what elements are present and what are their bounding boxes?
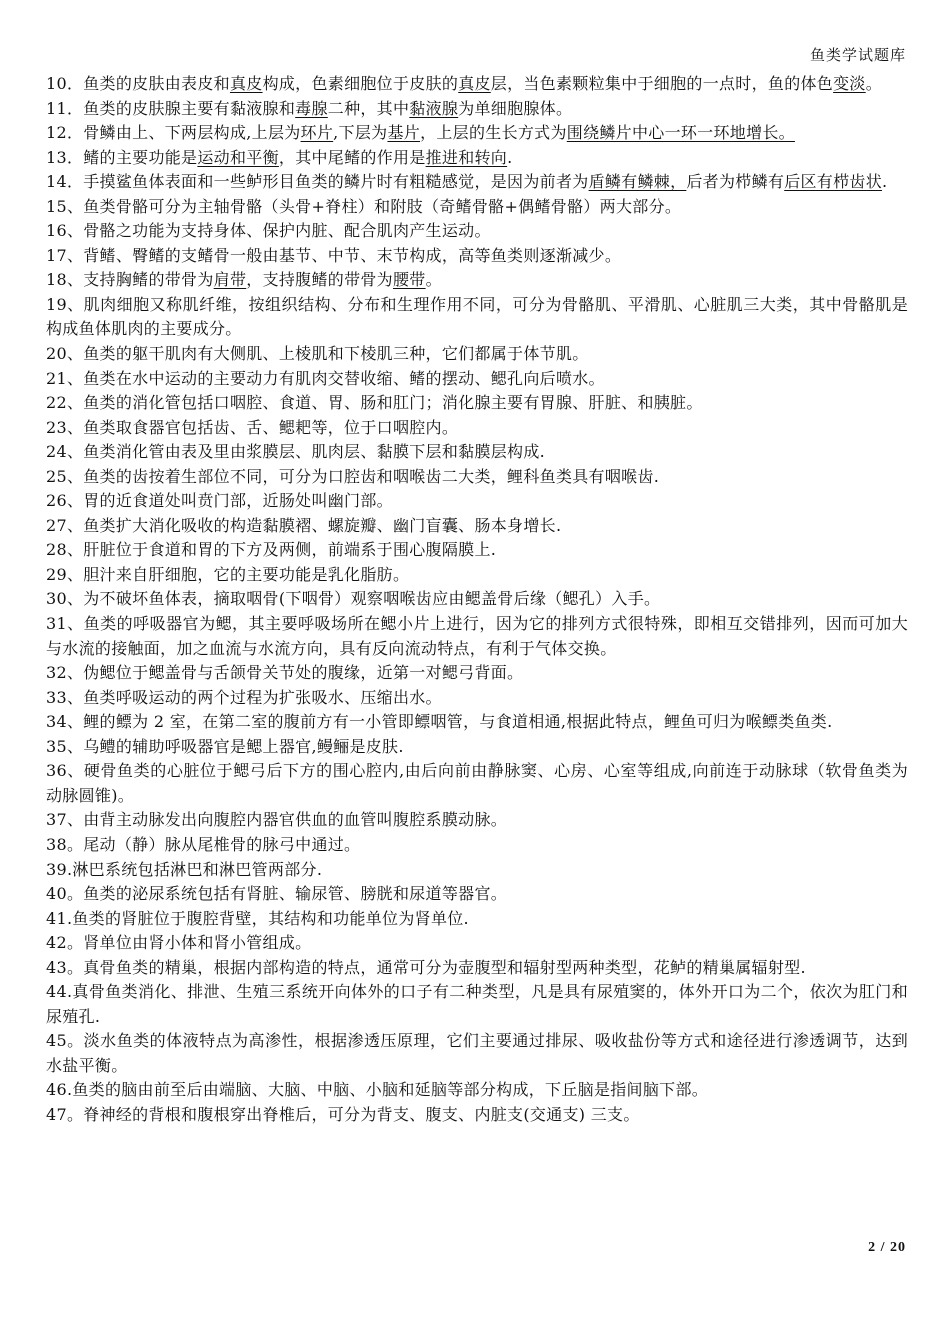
question-item [46, 219, 908, 244]
question-text: . [882, 172, 888, 192]
page-header: 鱼类学试题库 [809, 46, 906, 64]
question-text: 18、支持胸鳍的带骨为 [46, 270, 214, 290]
question-text: 。 [425, 270, 442, 290]
question-text: 45。淡水鱼类的体液特点为高渗性，根据渗透压原理，它们主要通过排尿、吸收盐份等方式和途径进行渗透调节，达到水盐平衡。 [46, 1031, 908, 1075]
answer-blank: 推进和转向 [425, 147, 508, 167]
question-text: 33、鱼类呼吸运动的两个过程为扩张吸水、压缩出水。 [46, 687, 442, 707]
question-text: 二种，其中 [327, 98, 410, 118]
question-item [46, 931, 908, 956]
answer-blank: 围绕鳞片中心一环一环地增长。 [566, 123, 795, 143]
question-text: 36、硬骨鱼类的心脏位于鳃弓后下方的围心腔内,由后向前由静脉窦、心房、心室等组成,向前连于动脉球（软骨鱼类为动脉圆锥)。 [46, 761, 908, 805]
question-text: 23、鱼类取食器官包括齿、舌、鳃耙等，位于口咽腔内。 [46, 417, 459, 437]
question-item [46, 72, 908, 97]
question-item [46, 759, 908, 808]
question-item [46, 195, 908, 220]
question-text: 42。肾单位由肾小体和肾小管组成。 [46, 933, 312, 953]
question-item [46, 342, 908, 367]
question-item [46, 587, 908, 612]
question-item [46, 367, 908, 392]
question-item [46, 980, 908, 1029]
question-item [46, 440, 908, 465]
question-text: 15、鱼类骨骼可分为主轴骨骼（头骨+脊柱）和附肢（奇鳍骨骼+偶鳍骨骼）两大部分。 [46, 196, 682, 216]
question-text: . [507, 147, 513, 167]
question-item [46, 808, 908, 833]
question-text: 29、胆汁来自肝细胞，它的主要功能是乳化脂肪。 [46, 564, 410, 584]
question-text: 40。鱼类的泌尿系统包括有肾脏、输尿管、膀胱和尿道等器官。 [46, 884, 508, 904]
question-item [46, 661, 908, 686]
question-item [46, 97, 908, 122]
answer-blank: 后区有栉齿状 [784, 172, 882, 192]
question-item [46, 465, 908, 490]
question-text: 35、乌鳢的辅助呼吸器官是鳃上器官,鳗鲡是皮肤. [46, 736, 404, 756]
question-text: 26、胃的近食道处叫贲门部，近肠处叫幽门部。 [46, 491, 393, 511]
question-text: 46.鱼类的脑由前至后由端脑、大脑、中脑、小脑和延脑等部分构成，下丘脑是指间脑下部。 [46, 1080, 709, 1100]
answer-blank: 真皮 [458, 74, 491, 93]
question-item [46, 146, 908, 171]
answer-blank: 肩带 [213, 270, 247, 290]
answer-blank: 变淡 [833, 74, 866, 93]
question-item [46, 710, 908, 735]
question-item [46, 612, 908, 661]
question-item [46, 268, 908, 293]
question-text: 后者为栉鳞有 [686, 172, 785, 192]
question-item [46, 1078, 908, 1103]
question-text: 22、鱼类的消化管包括口咽腔、食道、胃、肠和肛门；消化腺主要有胃腺、肝脏、和胰脏。 [46, 393, 703, 413]
question-text: 24、鱼类消化管由表及里由浆膜层、肌肉层、黏膜下层和黏膜层构成. [46, 442, 546, 462]
answer-blank: 盾鳞有鳞棘， [588, 172, 687, 192]
question-text: 构成，色素细胞位于皮肤的 [262, 74, 459, 93]
question-item [46, 121, 908, 146]
question-text: 17、背鳍、臀鳍的支鳍骨一般由基节、中节、末节构成，高等鱼类则逐渐减少。 [46, 245, 622, 265]
question-text: 20、鱼类的躯干肌肉有大侧肌、上棱肌和下棱肌三种，它们都属于体节肌。 [46, 344, 589, 364]
question-text: 28、肝脏位于食道和胃的下方及两侧，前端系于围心腹隔膜上. [46, 540, 497, 560]
question-text: 21、鱼类在水中运动的主要动力有肌肉交替收缩、鳍的摆动、鳃孔向后喷水。 [46, 368, 605, 388]
question-text: 为单细胞腺体。 [458, 98, 573, 118]
question-text: 16、骨骼之功能为支持身体、保护内脏、配合肌肉产生运动。 [46, 221, 491, 241]
question-text: 19、肌肉细胞又称肌纤维，按组织结构、分布和生理作用不同，可分为骨骼肌、平滑肌、心脏肌三大类，其中骨骼肌是构成鱼体肌肉的主要成分。 [46, 294, 908, 339]
question-item [46, 170, 908, 195]
question-item [46, 514, 908, 539]
question-item [46, 391, 908, 416]
question-text: 41.鱼类的肾脏位于腹腔背壁，其结构和功能单位为肾单位. [46, 908, 469, 928]
answer-blank: 运动和平衡 [197, 147, 279, 167]
question-item [46, 563, 908, 588]
question-item [46, 489, 908, 514]
question-text: ，支持腹鳍的带骨为 [246, 270, 393, 290]
answer-blank: 黏液腺 [409, 98, 459, 118]
answer-blank: 腰带 [392, 270, 426, 290]
question-item [46, 907, 908, 932]
question-item [46, 735, 908, 760]
question-item [46, 956, 908, 981]
question-text: ，其中尾鳍的作用是 [278, 147, 426, 167]
question-item [46, 538, 908, 563]
question-text: 43。真骨鱼类的精巢，根据内部构造的特点，通常可分为壶腹型和辐射型两种类型，花鲈的精巢属辐射型. [46, 957, 806, 977]
question-item [46, 1103, 908, 1128]
question-text: 32、伪鳃位于鳃盖骨与舌颌骨关节处的腹缘，近第一对鳃弓背面。 [46, 663, 524, 683]
question-item [46, 882, 908, 907]
question-text: 38。尾动（静）脉从尾椎骨的脉弓中通过。 [46, 834, 361, 854]
page-number: 2 / 20 [868, 1240, 906, 1255]
question-text: ，上层的生长方式为 [420, 123, 567, 143]
question-text: 47。脊神经的背根和腹根穿出脊椎后，可分为背支、腹支、内脏支(交通支) 三支。 [46, 1104, 640, 1124]
question-item [46, 686, 908, 711]
question-text: 34、鲤的鳔为 2 室，在第二室的腹前方有一小管即鳔咽管，与食道相通,根据此特点，鲤鱼可归为喉鳔类鱼类. [46, 712, 833, 732]
question-item [46, 1029, 908, 1078]
question-text: 层，当色素颗粒集中于细胞的一点时，鱼的体色 [490, 74, 834, 93]
question-item [46, 833, 908, 858]
answer-blank: 真皮 [229, 74, 263, 93]
question-text: 31、鱼类的呼吸器官为鳃，其主要呼吸场所在鳃小片上进行，因为它的排列方式很特殊，即相互交错排列，因而可加大与水流的接触面，加之血流与水流方向，具有反向流动特点，有利于气体交换。 [46, 614, 908, 658]
question-text: 14．手摸鲨鱼体表面和一些鲈形目鱼类的鳞片时有粗糙感觉，是因为前者为 [46, 172, 589, 192]
question-text: 11．鱼类的皮肤腺主要有黏液腺和 [46, 98, 296, 118]
question-text: 27、鱼类扩大消化吸收的构造黏膜褶、螺旋瓣、幽门盲囊、肠本身增长. [46, 515, 562, 535]
question-item [46, 293, 908, 342]
question-text: 13．鳍的主要功能是 [46, 147, 198, 167]
question-text: 39.淋巴系统包括淋巴和淋巴管两部分. [46, 859, 323, 879]
question-item [46, 244, 908, 269]
answer-blank: 环片 [300, 123, 334, 143]
question-text: 37、由背主动脉发出向腹腔内器官供血的血管叫腹腔系膜动脉。 [46, 810, 508, 830]
question-text: 30、为不破坏鱼体表，摘取咽骨(下咽骨）观察咽喉齿应由鳃盖骨后缘（鳃孔）入手。 [46, 589, 661, 609]
question-text: 12．骨鳞由上、下两层构成,上层为 [46, 123, 301, 143]
question-text: 10．鱼类的皮肤由表皮和 [46, 74, 230, 93]
question-item [46, 858, 908, 883]
question-text: 44.真骨鱼类消化、排泄、生殖三系统开向体外的口子有二种类型，凡是具有尿殖窦的，体外开口为二个，依次为肛门和尿殖孔. [46, 982, 908, 1026]
question-text: 。 [865, 74, 883, 93]
question-item [46, 416, 908, 441]
answer-blank: 基片 [387, 123, 421, 143]
question-text: ,下层为 [333, 123, 388, 143]
answer-blank: 毒腺 [295, 98, 328, 118]
question-list [46, 72, 908, 1128]
question-text: 25、鱼类的齿按着生部位不同，可分为口腔齿和咽喉齿二大类，鲤科鱼类具有咽喉齿. [46, 466, 660, 486]
